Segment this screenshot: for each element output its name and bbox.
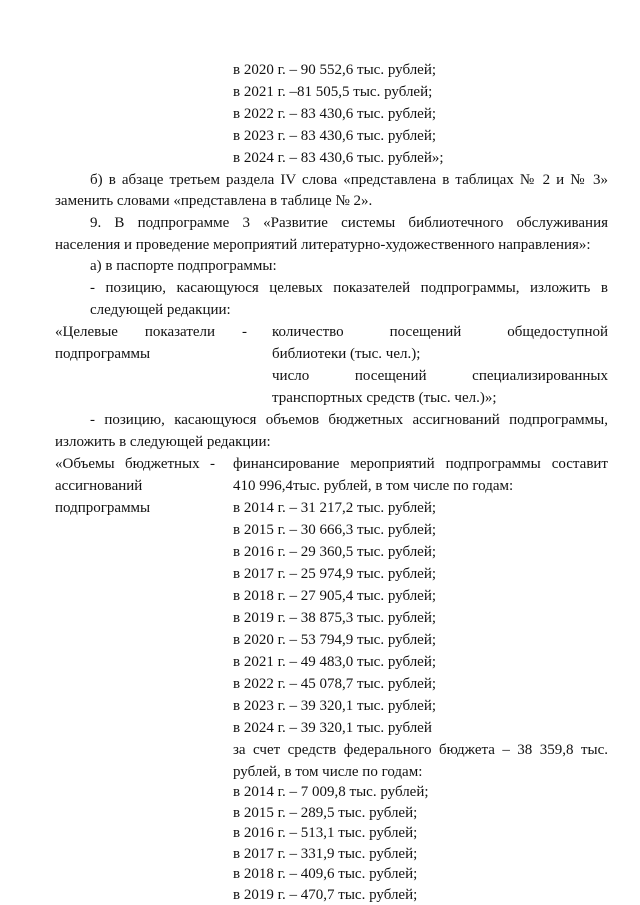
budget-financing-line2: 410 996,4тыс. рублей, в том числе по годам: xyxy=(233,478,514,494)
targets-value1-line1: количество посещений общедоступной xyxy=(272,324,608,340)
budget-year-line: в 2020 г. – 53 794,9 тыс. рублей; xyxy=(233,632,437,648)
position2-line1: - позицию, касающуюся объемов бюджетных ассигнований подпрограммы, xyxy=(90,412,608,428)
budget-year-line: в 2021 г. – 49 483,0 тыс. рублей; xyxy=(233,654,437,670)
budget-year-line: в 2022 г. – 45 078,7 тыс. рублей; xyxy=(233,676,437,692)
budget-year-line: в 2019 г. – 38 875,3 тыс. рублей; xyxy=(233,610,437,626)
paragraph-9-line1: 9. В подпрограмме 3 «Развитие системы библиотечного обслуживания xyxy=(90,215,608,231)
year-line: в 2024 г. – 83 430,6 тыс. рублей»; xyxy=(233,150,444,166)
federal-budget-line2: рублей, в том числе по годам: xyxy=(233,764,423,780)
budget-year-line: в 2014 г. – 31 217,2 тыс. рублей; xyxy=(233,500,437,516)
federal-year-line: в 2016 г. – 513,1 тыс. рублей; xyxy=(233,825,418,841)
year-line: в 2022 г. – 83 430,6 тыс. рублей; xyxy=(233,106,437,122)
budget-year-line: в 2023 г. – 39 320,1 тыс. рублей; xyxy=(233,698,437,714)
federal-budget-line1: за счет средств федерального бюджета – 38 359,8 тыс. xyxy=(233,742,608,758)
position1-line1: - позицию, касающуюся целевых показателей подпрограммы, изложить в xyxy=(90,280,608,296)
budget-label-line1: «Объемы бюджетных - xyxy=(55,456,215,472)
year-line: в 2020 г. – 90 552,6 тыс. рублей; xyxy=(233,62,437,78)
targets-value2-line2: транспортных средств (тыс. чел.)»; xyxy=(272,390,497,406)
position2-line2: изложить в следующей редакции: xyxy=(55,434,271,450)
budget-year-line: в 2016 г. – 29 360,5 тыс. рублей; xyxy=(233,544,437,560)
budget-label-line2: ассигнований xyxy=(55,478,143,494)
budget-financing-line1: финансирование мероприятий подпрограммы составит xyxy=(233,456,608,472)
federal-year-line: в 2018 г. – 409,6 тыс. рублей; xyxy=(233,866,418,882)
budget-year-line: в 2015 г. – 30 666,3 тыс. рублей; xyxy=(233,522,437,538)
targets-label-line2: подпрограммы xyxy=(55,346,151,362)
paragraph-b-line1: б) в абзаце третьем раздела IV слова «представлена в таблицах № 2 и № 3» xyxy=(90,172,608,188)
budget-year-line: в 2017 г. – 25 974,9 тыс. рублей; xyxy=(233,566,437,582)
federal-year-line: в 2014 г. – 7 009,8 тыс. рублей; xyxy=(233,784,429,800)
federal-year-line: в 2015 г. – 289,5 тыс. рублей; xyxy=(233,804,418,821)
targets-label-line1: «Целевые показатели - xyxy=(55,324,247,340)
year-line: в 2023 г. – 83 430,6 тыс. рублей; xyxy=(233,128,437,144)
targets-value1-line2: библиотеки (тыс. чел.); xyxy=(272,346,421,362)
paragraph-9-line2: населения и проведение мероприятий литературно-художественного направления»: xyxy=(55,237,591,253)
federal-year-line: в 2017 г. – 331,9 тыс. рублей; xyxy=(233,845,418,862)
year-line: в 2021 г. –81 505,5 тыс. рублей; xyxy=(233,84,433,100)
position1-line2: следующей редакции: xyxy=(90,302,231,318)
paragraph-b-line2: заменить словами «представлена в таблице № 2». xyxy=(55,193,373,209)
federal-year-line: в 2019 г. – 470,7 тыс. рублей; xyxy=(233,886,418,903)
budget-year-line: в 2024 г. – 39 320,1 тыс. рублей xyxy=(233,720,432,736)
targets-value2-line1: число посещений специализированных xyxy=(272,368,608,384)
paragraph-a: а) в паспорте подпрограммы: xyxy=(90,258,277,274)
budget-year-line: в 2018 г. – 27 905,4 тыс. рублей; xyxy=(233,588,437,604)
budget-label-line3: подпрограммы xyxy=(55,500,151,516)
